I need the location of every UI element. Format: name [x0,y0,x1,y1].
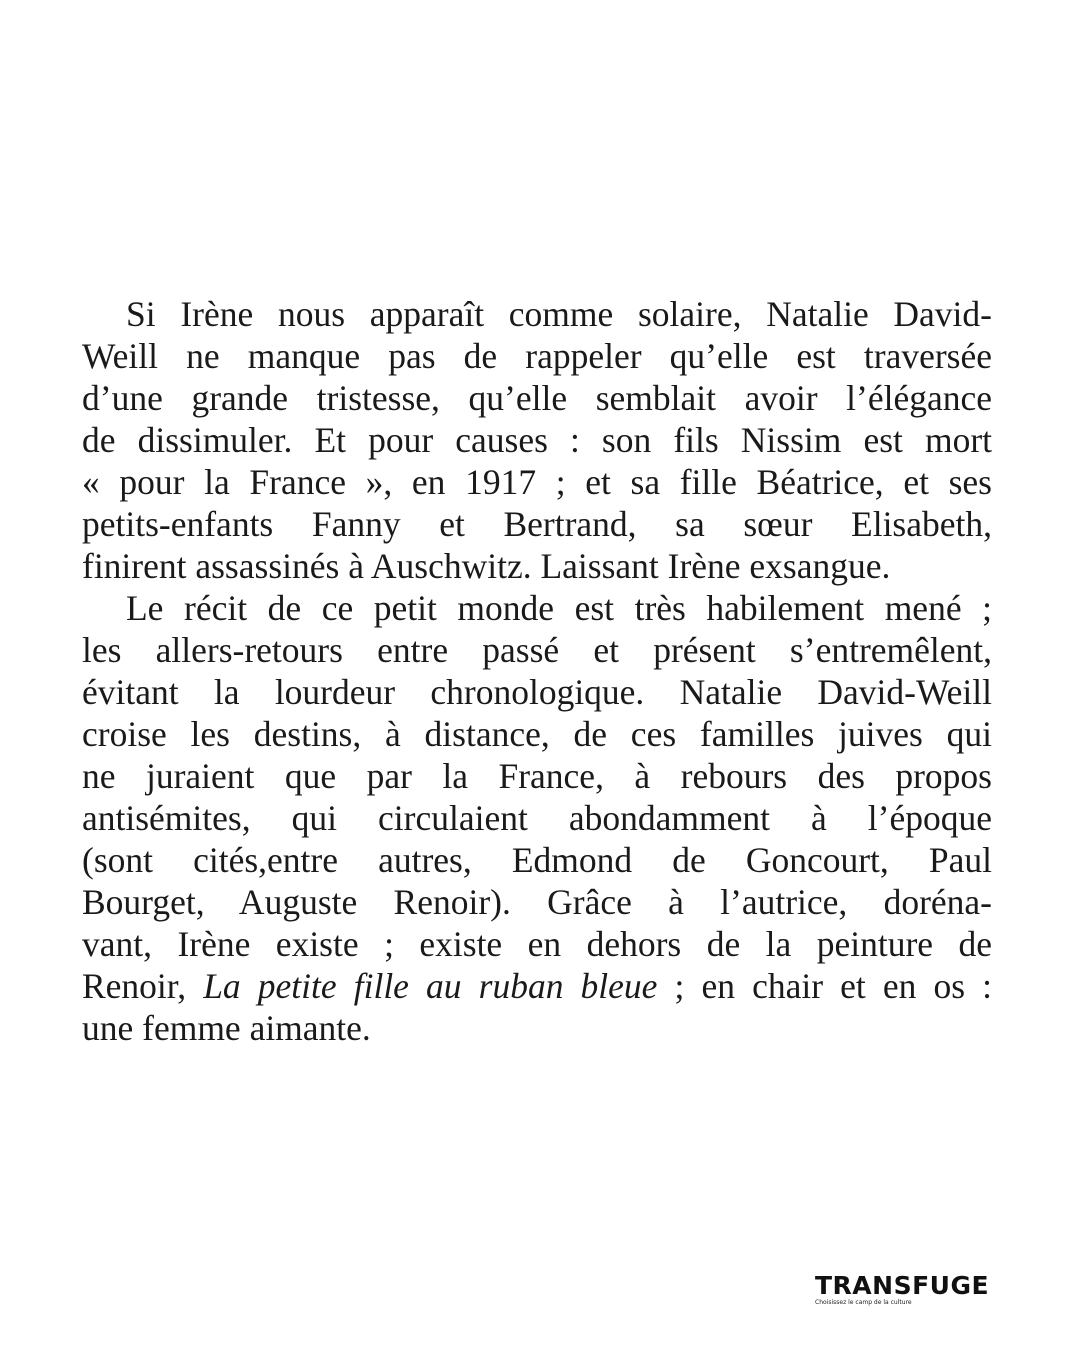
text-line: « pour la France », en 1917 ; et sa fille Béatrice, et ses [82,462,992,502]
text-line: évitant la lourdeur chronologique. Natalie David-Weill [82,672,992,712]
text-line: Le récit de ce petit monde est très habilement mené ; [126,588,992,628]
text-line: Si Irène nous apparaît comme solaire, Natalie David- [126,294,992,334]
text-line: finirent assassinés à Auschwitz. Laissant Irène exsangue. [82,546,891,586]
text-line: de dissimuler. Et pour causes : son fils Nissim est mort [82,420,992,460]
artwork-title: La petite fille au ruban bleue [203,966,658,1006]
text-segment: ; en chair et en os : [657,966,993,1006]
text-line: une femme aimante. [82,1008,371,1048]
text-line: croise les destins, à distance, de ces familles juives qui [82,714,992,754]
text-line: les allers-retours entre passé et présent s’entremêlent, [82,630,992,670]
text-segment: Renoir, [82,966,204,1006]
text-line: vant, Irène existe ; existe en dehors de la peinture de [82,924,992,964]
article-text [82,293,992,1049]
text-line: (sont cités,entre autres, Edmond de Goncourt, Paul [82,840,992,880]
logo-name: TRANSFUGE [815,1271,990,1300]
text-line: Bourget, Auguste Renoir). Grâce à l’autrice, doréna- [82,882,992,922]
text-line: ne juraient que par la France, à rebours des propos [82,756,992,796]
text-line: d’une grande tristesse, qu’elle semblait avoir l’élégance [82,378,992,418]
logo-tagline: Choisissez le camp de la culture [815,1299,912,1306]
transfuge-logo [815,1273,995,1306]
text-line: petits-enfants Fanny et Bertrand, sa sœur Elisabeth, [82,504,992,544]
text-line-with-title [82,965,992,1007]
text-line: antisémites, qui circulaient abondamment à l’époque [82,798,992,838]
text-line: Weill ne manque pas de rappeler qu’elle est traversée [82,336,992,376]
